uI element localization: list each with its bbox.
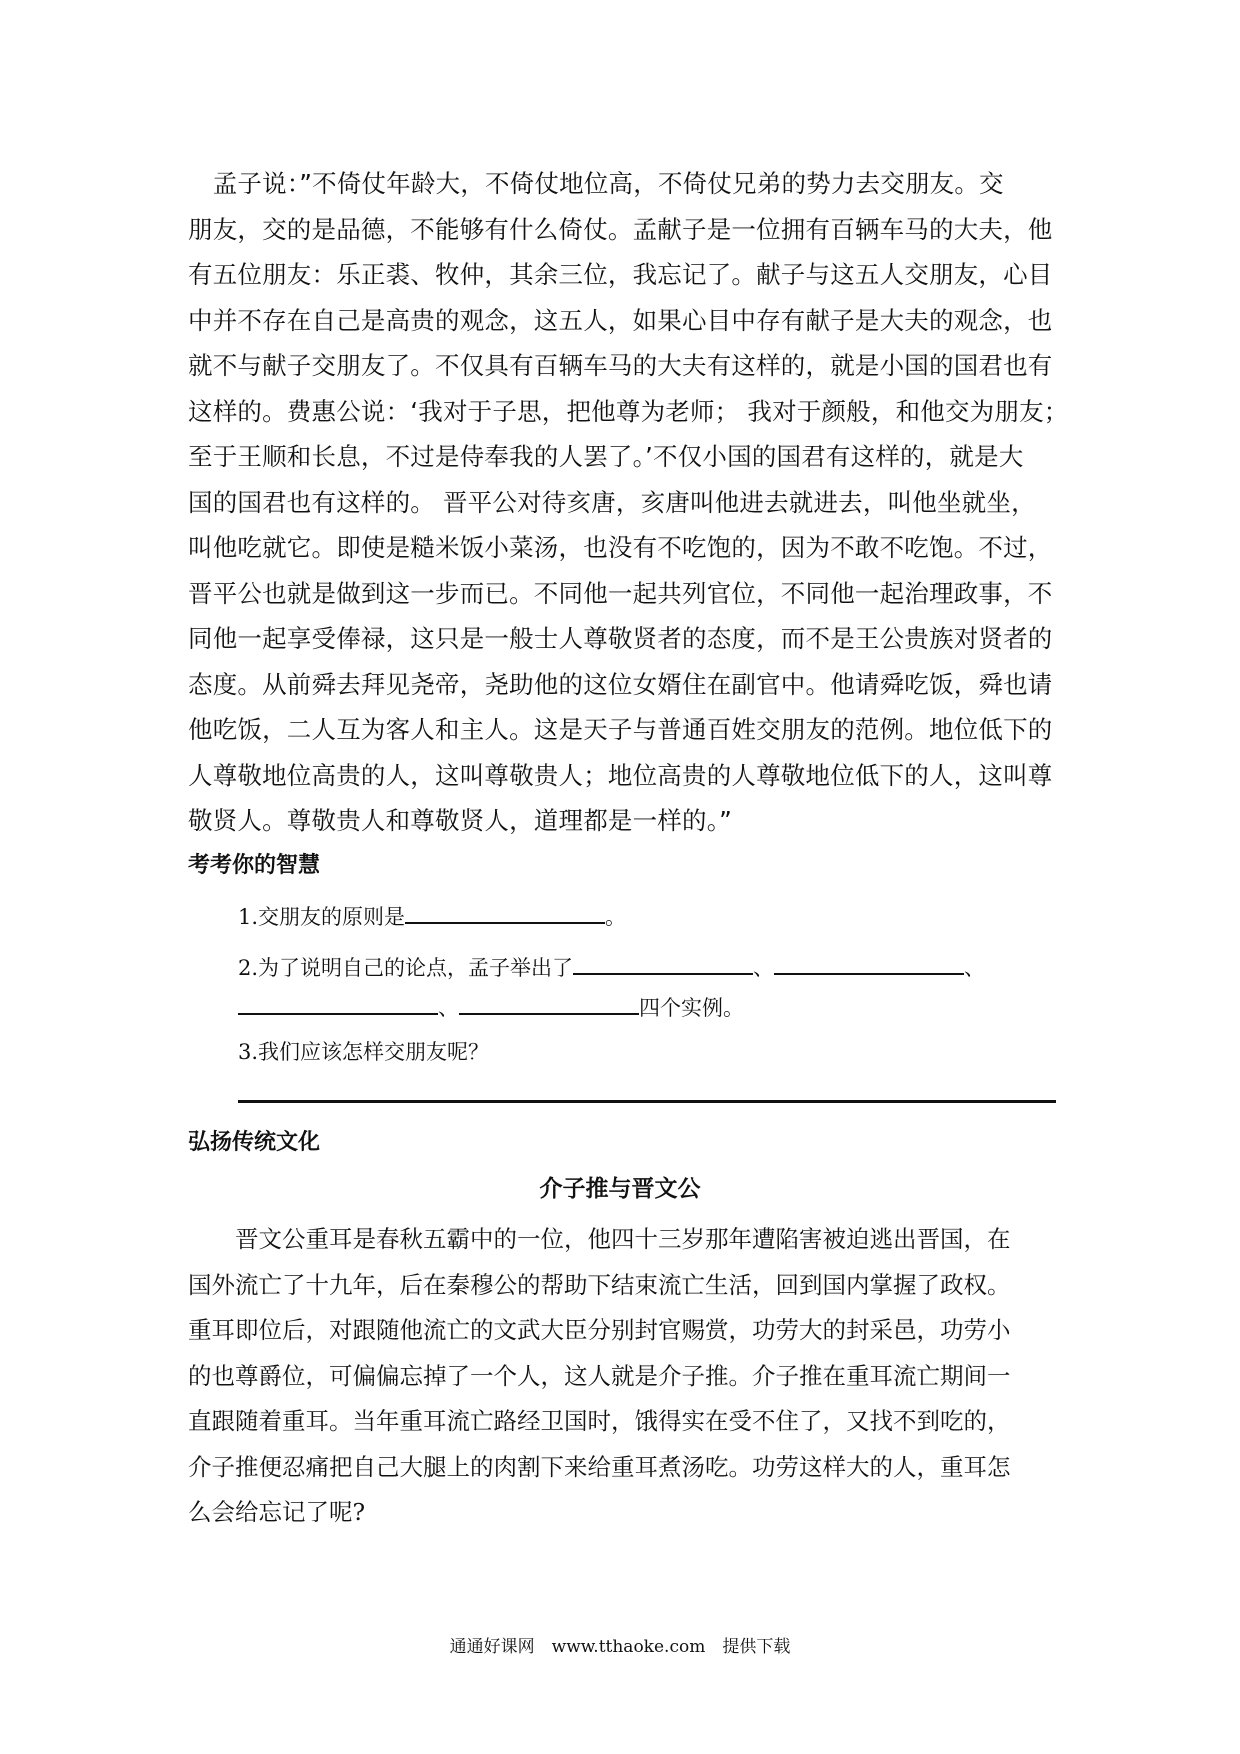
question-1-end: 。 [605, 905, 627, 929]
story-line: 么会给忘记了呢? [188, 1498, 366, 1526]
question-3: 3.我们应该怎样交朋友呢？ [238, 1040, 490, 1064]
answer-blank[interactable] [573, 953, 753, 975]
passage-line: 朋友，交的是品德，不能够有什么倚仗。孟献子是一位拥有百辆车马的大夫，他 [188, 214, 1053, 244]
passage-line: 敬贤人。尊敬贵人和尊敬贤人，道理都是一样的。” [188, 806, 733, 835]
question-1 [238, 902, 626, 931]
separator: 、 [753, 956, 775, 980]
separator: 、 [438, 996, 459, 1020]
mencius-passage [188, 161, 1069, 844]
story-line: 重耳即位后，对跟随他流亡的文武大臣分别封官赐赏，功劳大的封采邑，功劳小 [188, 1316, 1011, 1344]
answer-blank[interactable] [238, 993, 438, 1015]
passage-line: 国的国君也有这样的。 晋平公对待亥唐，亥唐叫他进去就进去，叫他坐就坐， [188, 487, 1036, 517]
passage-line: 人尊敬地位高贵的人，这叫尊敬贵人；地位高贵的人尊敬地位低下的人，这叫尊 [188, 760, 1053, 790]
separator: 、 [964, 956, 986, 980]
quiz-heading: 考考你的智慧 [188, 852, 321, 878]
passage-line: 他吃饭，二人互为客人和主人。这是天子与普通百姓交朋友的范例。地位低下的 [188, 715, 1053, 744]
passage-line: 至于王顺和长息，不过是侍奉我的人罢了。’不仅小国的国君有这样的，就是大 [188, 442, 1024, 471]
story-line: 介子推便忍痛把自己大腿上的肉割下来给重耳煮汤吃。功劳这样大的人，重耳怎 [188, 1452, 1011, 1481]
passage-line: 孟子说：”不倚仗年龄大，不倚仗地位高，不倚仗兄弟的势力去交朋友。交 [188, 169, 1004, 198]
answer-line[interactable] [238, 1100, 1056, 1103]
passage-line: 有五位朋友：乐正裘、牧仲，其余三位，我忘记了。献子与这五人交朋友，心目 [188, 260, 1053, 289]
story-line: 直跟随着重耳。当年重耳流亡路经卫国时，饿得实在受不住了，又找不到吃的， [188, 1407, 1011, 1435]
story-text [188, 1217, 1058, 1536]
answer-blank[interactable] [405, 902, 605, 924]
passage-line: 就不与献子交朋友了。不仅具有百辆车马的大夫有这样的，就是小国的国君也有 [188, 351, 1053, 380]
passage-line: 同他一起享受俸禄，这只是一般士人尊敬贤者的态度，而不是王公贵族对贤者的 [188, 624, 1053, 653]
story-line: 晋文公重耳是春秋五霸中的一位，他四十三岁那年遭陷害被迫逃出晋国，在 [188, 1225, 1011, 1253]
passage-line: 叫他吃就它。即使是糙米饭小菜汤，也没有不吃饱的，因为不敢不吃饱。不过， [188, 533, 1053, 562]
answer-blank[interactable] [774, 953, 964, 975]
question-2 [238, 953, 985, 982]
culture-heading: 弘扬传统文化 [188, 1129, 321, 1155]
passage-line: 晋平公也就是做到这一步而已。不同他一起共列官位，不同他一起治理政事，不 [188, 578, 1053, 608]
answer-blank[interactable] [459, 993, 639, 1015]
passage-line: 中并不存在自己是高贵的观念，这五人，如果心目中存有献子是大夫的观念，也 [188, 305, 1053, 335]
question-1-text: 1.交朋友的原则是 [238, 905, 406, 929]
question-2-end: 四个实例。 [639, 996, 744, 1020]
question-2-text: 2.为了说明自己的论点，孟子举出了 [238, 956, 574, 980]
story-line: 的也尊爵位，可偏偏忘掉了一个人，这人就是介子推。介子推在重耳流亡期间一 [188, 1361, 1011, 1390]
story-line: 国外流亡了十九年，后在秦穆公的帮助下结束流亡生活，回到国内掌握了政权。 [188, 1270, 1011, 1299]
page-footer: 通通好课网 www.tthaoke.com 提供下载 [449, 1637, 791, 1657]
passage-line: 态度。从前舜去拜见尧帝，尧助他的这位女婿住在副官中。他请舜吃饭，舜也请 [188, 669, 1053, 699]
question-2-continued [238, 993, 744, 1022]
story-title: 介子推与晋文公 [539, 1175, 701, 1202]
passage-line: 这样的。费惠公说：‘我对于子思，把他尊为老师； 我对于颜般，和他交为朋友； [188, 396, 1069, 426]
